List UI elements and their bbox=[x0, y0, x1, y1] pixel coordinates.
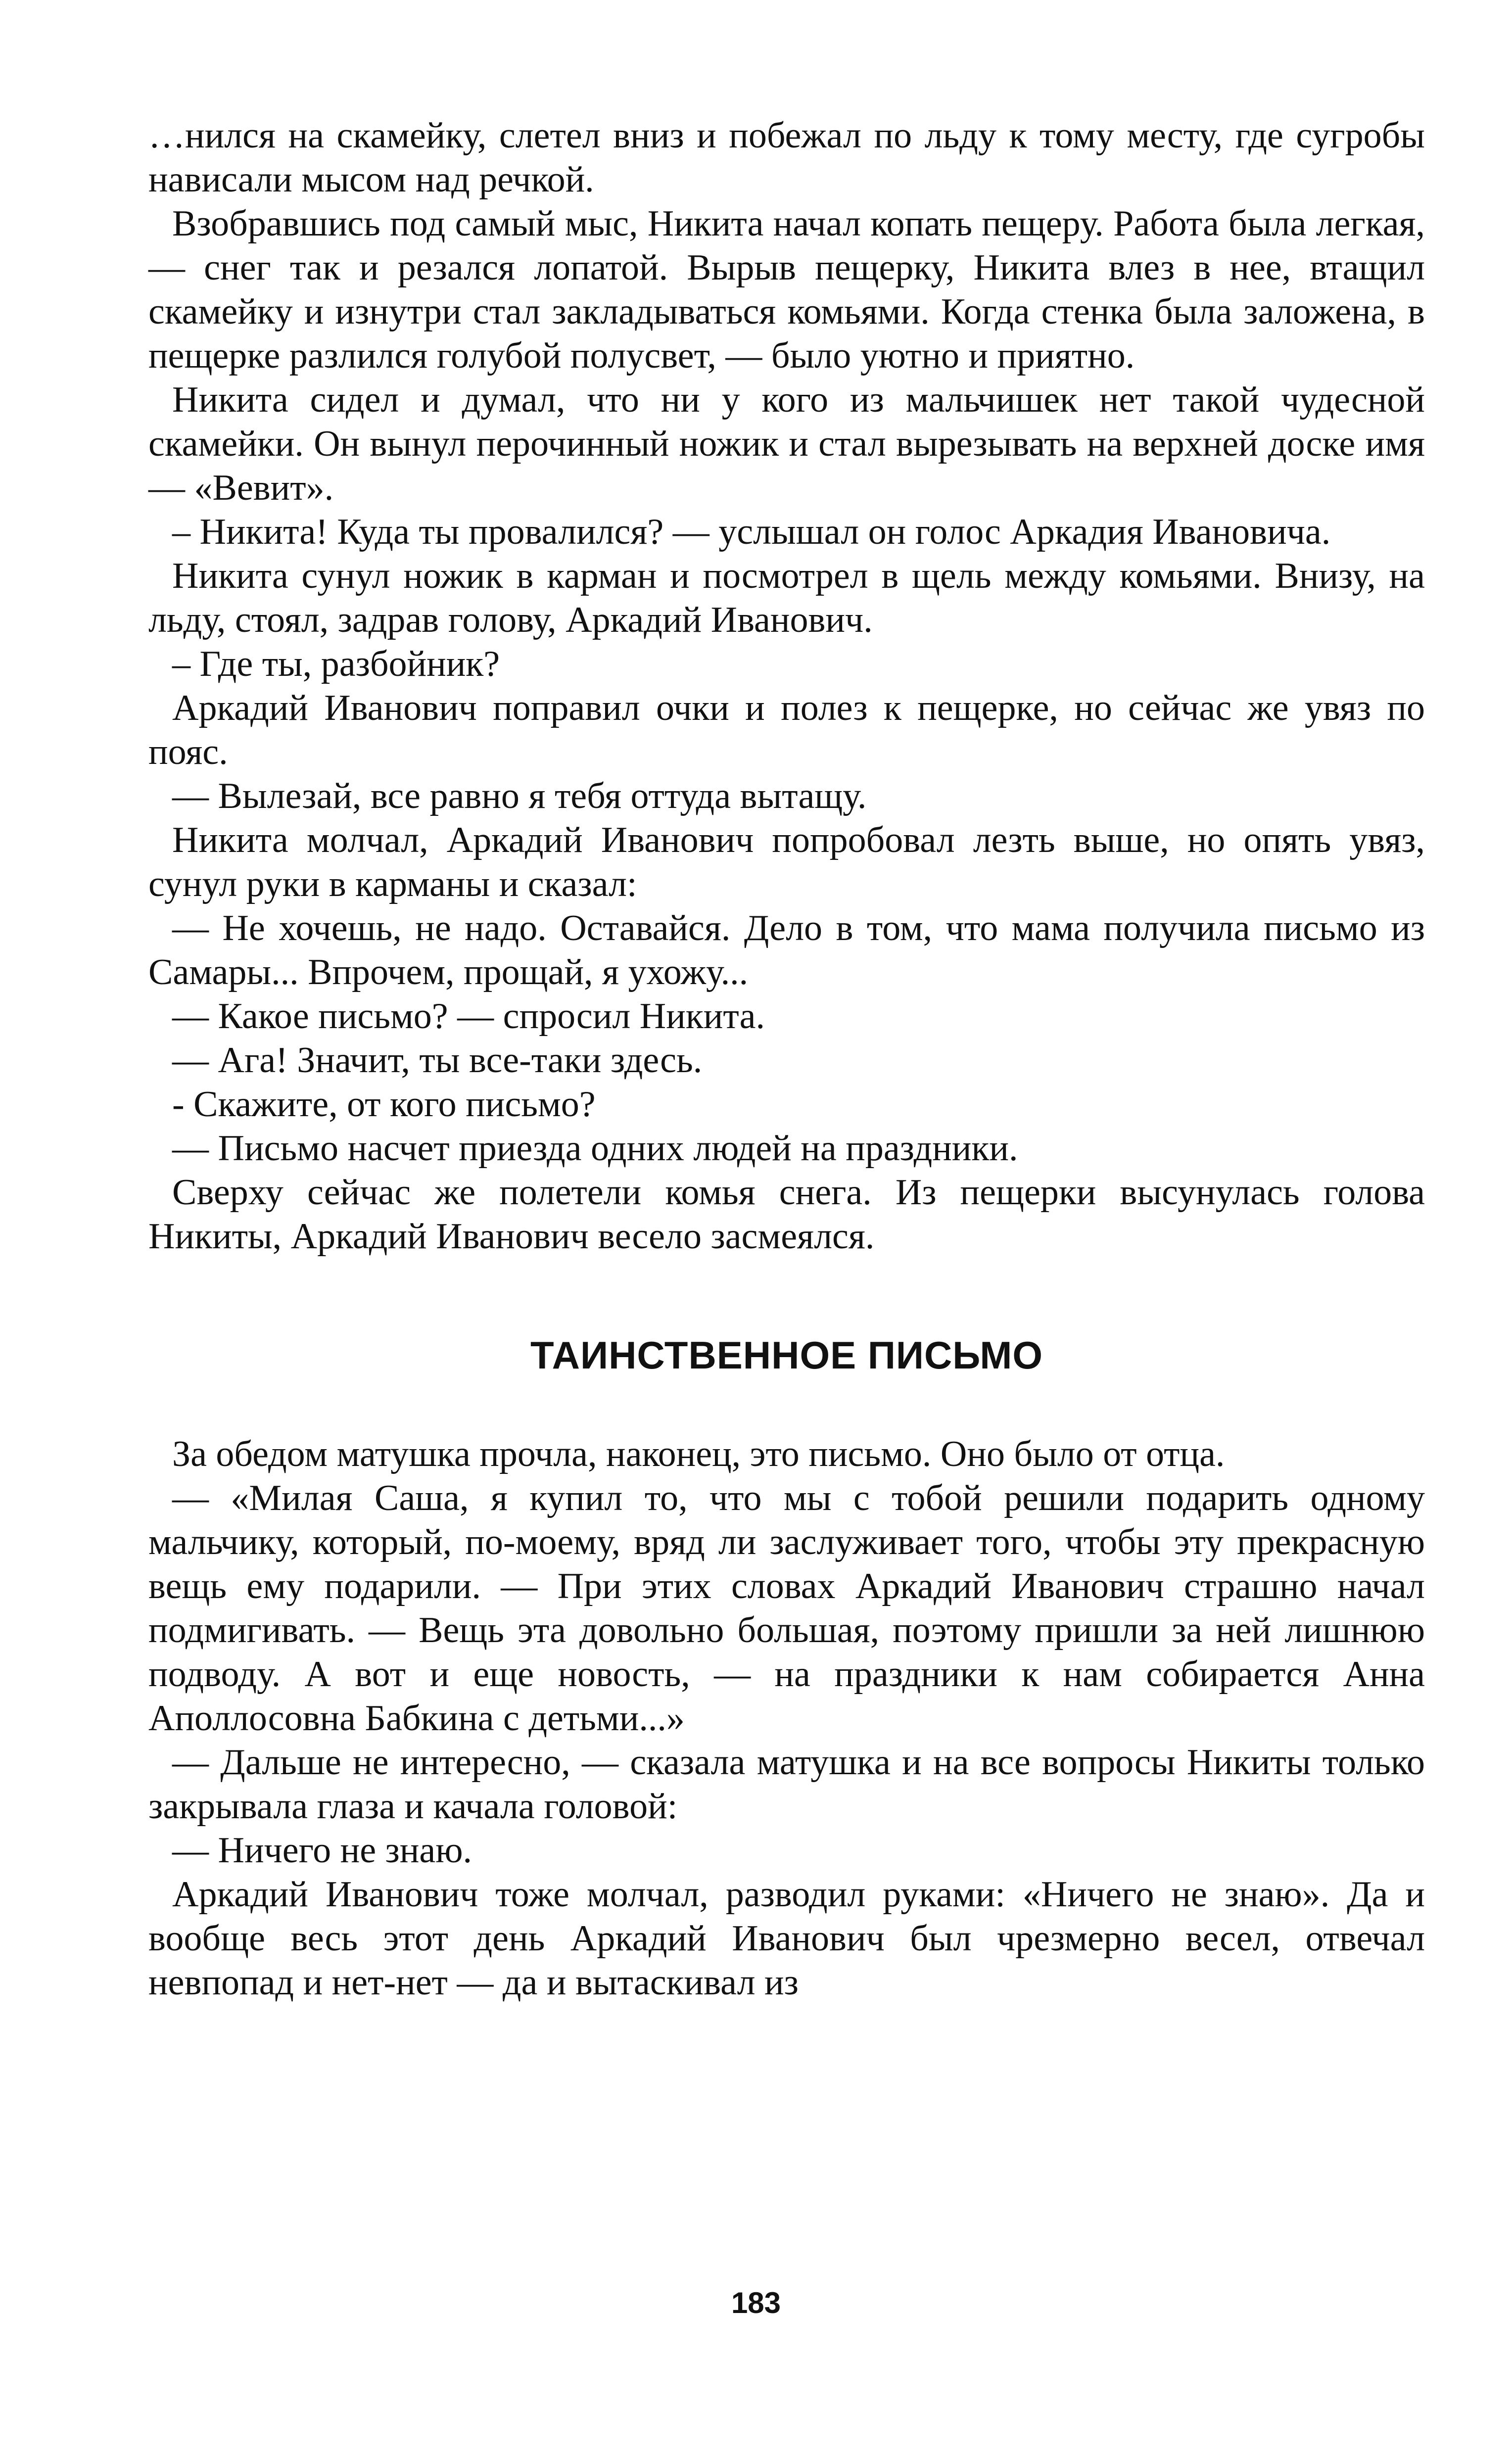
paragraph: Взобравшись под самый мыс, Никита начал копать пещеру. Работа была легкая, — снег так и резался лопатой. Вырыв пещерку, Никита влез в нее, втащил скамейку и изнутри стал закладываться комьями. Когда стенка была заложена, в пещерке разлился голубой полусвет, — было уютно и приятно. bbox=[148, 203, 1425, 376]
dialogue-line: — Письмо насчет приезда одних людей на праздники. bbox=[172, 1128, 1018, 1169]
section-2 bbox=[148, 1432, 1425, 2005]
chapter-title: ТАИНСТВЕННОЕ ПИСЬМО bbox=[530, 1333, 1043, 1377]
page-number: 183 bbox=[731, 2286, 781, 2319]
dialogue-line: — «Милая Саша, я купил то, что мы с тобой решили подарить одному мальчику, который, по-моему, вряд ли заслуживает того, чтобы эту прекрасную вещь ему подарили. — При этих словах Аркадий Иванович страшно начал подмигивать. — Вещь эта довольно большая, поэтому пришли за ней лишнюю подводу. А вот и еще новость, — на праздники к нам собирается Анна Аполлосовна Бабкина с детьми...» bbox=[148, 1478, 1425, 1739]
paragraph: Никита сидел и думал, что ни у кого из мальчишек нет такой чудесной скамейки. Он вынул перочинный ножик и стал вырезывать на верхней доске имя — «Вевит». bbox=[148, 379, 1425, 508]
dialogue-line: – Где ты, разбойник? bbox=[172, 644, 500, 684]
paragraph: Никита молчал, Аркадий Иванович попробовал лезть выше, но опять увяз, сунул руки в карманы и сказал: bbox=[148, 820, 1425, 904]
paragraph: Никита сунул ножик в карман и посмотрел в щель между комьями. Внизу, на льду, стоял, задрав голову, Аркадий Иванович. bbox=[148, 556, 1425, 640]
dialogue-line: — Ага! Значит, ты все-таки здесь. bbox=[172, 1040, 703, 1081]
dialogue-line: — Вылезай, все равно я тебя оттуда вытащу. bbox=[172, 776, 867, 816]
paragraph: Аркадий Иванович тоже молчал, разводил руками: «Ничего не знаю». Да и вообще весь этот день Аркадий Иванович был чрезмерно весел, отвечал невпопад и нет-нет — да и вытаскивал из bbox=[148, 1874, 1425, 2003]
section-1 bbox=[148, 114, 1425, 1259]
dialogue-line: — Ничего не знаю. bbox=[172, 1830, 472, 1871]
dialogue-line: — Не хочешь, не надо. Оставайся. Дело в том, что мама получила письмо из Самары... Впрочем, прощай, я ухожу... bbox=[148, 908, 1425, 992]
paragraph: За обедом матушка прочла, наконец, это письмо. Оно было от отца. bbox=[172, 1434, 1225, 1474]
dialogue-line: — Какое письмо? — спросил Никита. bbox=[172, 996, 765, 1037]
dialogue-line: — Дальше не интересно, — сказала матушка и на все вопросы Никиты только закрывала глаза и качала головой: bbox=[148, 1742, 1425, 1827]
dialogue-line: – Никита! Куда ты провалился? — услышал он голос Аркадия Ивановича. bbox=[172, 512, 1331, 552]
paragraph: Аркадий Иванович поправил очки и полез к пещерке, но сейчас же увяз по пояс. bbox=[148, 688, 1425, 772]
book-page bbox=[148, 114, 1425, 2005]
paragraph: Сверху сейчас же полетели комья снега. Из пещерки высунулась голова Никиты, Аркадий Иванович весело засмеялся. bbox=[148, 1172, 1425, 1257]
dialogue-line: - Скажите, от кого письмо? bbox=[172, 1084, 596, 1125]
paragraph: …нился на скамейку, слетел вниз и побежал по льду к тому месту, где сугробы нависали мысом над речкой. bbox=[148, 115, 1425, 200]
